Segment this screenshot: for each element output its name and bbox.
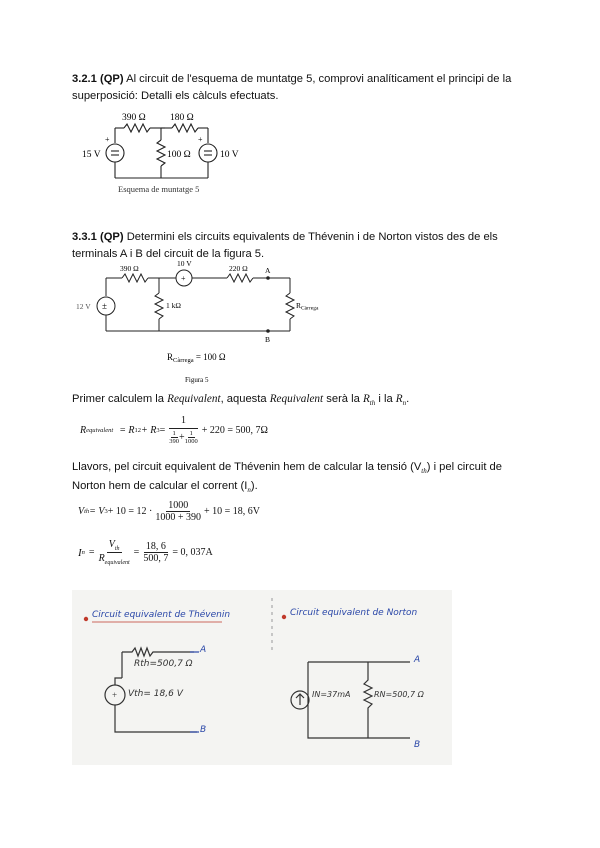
norton-b: B <box>414 740 421 750</box>
svg-text:+: + <box>105 135 110 144</box>
svg-text:+: + <box>181 274 186 283</box>
rcarrega-eq-sub: Càrrega <box>173 357 194 364</box>
resistor-1k <box>155 293 163 319</box>
q321-text: Al circuit de l'esquema de muntatge 5, comprovi analíticament el principi de la superposició: Detalli els càlculs efectuats. <box>72 73 512 102</box>
equation-vth: V th = V 3 + 10 = 12 · $\frac{1000}{1000 + 390}$ + 10 = 18, 6V <box>78 500 261 523</box>
label-r220: 220 Ω <box>229 264 248 273</box>
resistor-180 <box>172 124 198 132</box>
label-10v: 10 V <box>220 150 239 160</box>
svg-text:+: + <box>112 690 118 700</box>
circuit-muntatge-5 <box>72 108 272 198</box>
norton-i: IN=37mA <box>312 690 351 699</box>
svg-text:±: ± <box>102 301 107 311</box>
rn-term: $R_n$ <box>395 393 407 408</box>
q331-text: Determini els circuits equivalents de Thévenin i de Norton vistos des de els terminals A i B del circuit de la figura 5. <box>72 231 498 260</box>
rcarrega-eq: R <box>167 352 174 362</box>
rcarrega-eq-val: = 100 Ω <box>193 352 226 362</box>
q331-id: 3.3.1 (QP) <box>72 231 124 243</box>
handwritten-photo <box>72 590 452 765</box>
label-1k: 1 kΩ <box>166 301 181 310</box>
resistor-220 <box>227 274 253 282</box>
svg-text:RCàrrega = 100 Ω <box>167 352 226 364</box>
sol-line1: Primer calculem la Requivalent, aquesta Requivalent serà la $R_{th}$ i la $R_n$. <box>72 393 410 408</box>
thevenin-title: Circuit equivalent de Thévenin <box>92 610 231 620</box>
requivalent-term: Requivalent <box>167 393 221 405</box>
svg-text:+: + <box>198 135 203 144</box>
thevenin-a: A <box>200 645 207 655</box>
q321-id: 3.2.1 (QP) <box>72 73 124 85</box>
thevenin-r: Rth=500,7 Ω <box>134 659 193 669</box>
label-10v: 10 V <box>177 259 192 268</box>
sol-line3: Norton hem de calcular el corrent $(I_n)$. <box>72 480 258 495</box>
source-15v <box>106 144 124 162</box>
label-15v: 15 V <box>82 150 101 160</box>
circuit-figura-5 <box>72 258 332 388</box>
equation-in: I n = $\frac{V_{th}}{R_{equivalent}}$ = $\frac{18, 6}{500, 7}$ = 0, 037A <box>78 539 213 566</box>
norton-title: Circuit equivalent de Norton <box>290 608 418 618</box>
norton-a: A <box>414 655 421 665</box>
caption-muntatge-5: Esquema de muntatge 5 <box>118 184 200 194</box>
resistor-390 <box>124 124 150 132</box>
norton-r: RN=500,7 Ω <box>374 690 424 699</box>
resistor-100 <box>157 140 165 166</box>
sol-line2: Llavors, pel circuit equivalent de Thévenin hem de calcular la tensió $(V_{th})$ i pel circuit de <box>72 461 502 476</box>
label-r390: 390 Ω <box>120 264 139 273</box>
label-r390: 390 Ω <box>122 113 146 123</box>
label-rcarrega-sub: Càrrega <box>301 305 319 312</box>
svg-text:RCàrrega <box>296 301 319 312</box>
requivalent-term-2: Requivalent <box>269 393 324 405</box>
resistor-carrega <box>286 293 294 319</box>
source-10v <box>199 144 217 162</box>
label-rcarrega: R <box>296 301 302 310</box>
label-12v: 12 V <box>76 302 91 311</box>
resistor-390 <box>122 274 148 282</box>
thevenin-b: B <box>200 725 207 735</box>
label-r100: 100 Ω <box>167 150 191 160</box>
q321-paragraph <box>72 71 532 105</box>
label-b: B <box>265 335 271 344</box>
equation-requivalent: R equivalent = R 12 + R 3 = 1 $\frac{1}{390}$ + $\frac{1}{1000}$ + 220 = 500, 7Ω <box>80 415 268 445</box>
rth-term: $R_{th}$ <box>362 393 376 408</box>
label-r180: 180 Ω <box>170 113 194 123</box>
caption-figura-5: Figura 5 <box>185 376 209 384</box>
thevenin-v: Vth= 18,6 V <box>128 689 183 699</box>
label-a: A <box>265 266 271 275</box>
